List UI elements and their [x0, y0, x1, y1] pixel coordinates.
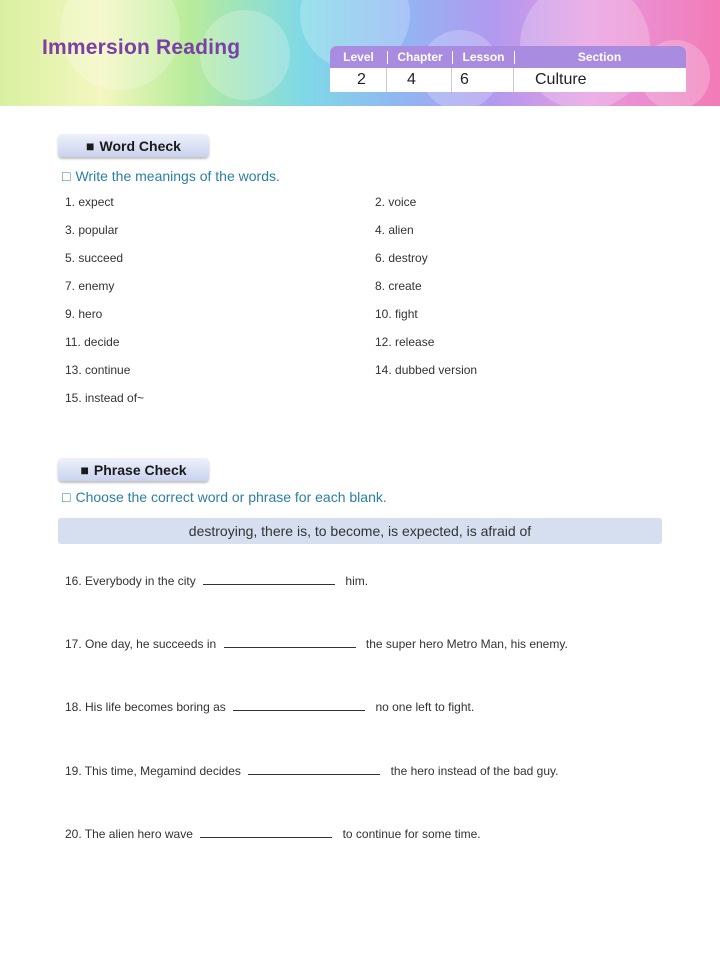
vocab-item: 9. hero — [65, 307, 103, 321]
phrase-check-title: Phrase Check — [93, 461, 187, 478]
lesson-value: 6 — [452, 68, 514, 92]
answer-blank[interactable] — [200, 827, 332, 838]
sentence-end: to continue for some time. — [342, 827, 481, 841]
level-header: Level — [343, 50, 374, 64]
phrase-check-instruction — [62, 489, 387, 505]
vocab-item: 14. dubbed version — [375, 363, 478, 377]
sentence-end: the super hero Metro Man, his enemy. — [365, 637, 568, 651]
phrase-check-heading — [58, 458, 209, 481]
word-check-title: Word Check — [99, 137, 181, 154]
word-check-instruction-text: Write the meanings of the words. — [75, 168, 280, 184]
chapter-value: 4 — [387, 68, 452, 92]
sentence-start: 19. This time, Megamind decides — [65, 764, 241, 778]
section-value: Culture — [535, 71, 587, 88]
fill-blank-sentence — [65, 827, 481, 841]
fill-blank-sentence — [65, 700, 474, 714]
section-header: Section — [577, 50, 622, 64]
vocab-item: 6. destroy — [375, 251, 428, 265]
vocab-item: 8. create — [375, 279, 422, 293]
vocab-item: 13. continue — [65, 363, 131, 377]
sentence-end: the hero instead of the bad guy. — [390, 764, 559, 778]
sentence-end: him. — [345, 574, 369, 588]
fill-blank-sentence — [65, 637, 568, 651]
vocab-item: 11. decide — [65, 335, 120, 349]
fill-blank-sentence — [65, 574, 368, 588]
vocab-item: 5. succeed — [65, 251, 124, 265]
vocab-item: 1. expect — [65, 195, 114, 209]
checkbox-icon: □ — [62, 168, 71, 184]
vocab-item: 15. instead of~ — [65, 391, 145, 405]
level-value: 2 — [330, 68, 387, 92]
answer-blank[interactable] — [233, 700, 365, 711]
checkbox-icon: □ — [62, 489, 71, 505]
vocab-item: 4. alien — [375, 223, 414, 237]
brand-title: Immersion Reading — [42, 36, 241, 59]
chapter-header: Chapter — [397, 50, 443, 64]
lesson-info-header — [330, 46, 686, 68]
vocab-item: 10. fight — [375, 307, 418, 321]
vocab-item: 12. release — [375, 335, 435, 349]
answer-blank[interactable] — [248, 764, 380, 775]
sentence-start: 18. His life becomes boring as — [65, 700, 226, 714]
vocab-item: 2. voice — [375, 195, 417, 209]
fill-blank-sentence — [65, 764, 558, 778]
lesson-header: Lesson — [462, 50, 505, 64]
word-check-instruction — [62, 168, 280, 184]
vocab-item: 3. popular — [65, 223, 119, 237]
phrase-check-instruction-text: Choose the correct word or phrase for each blank. — [75, 489, 387, 505]
word-bank — [58, 518, 662, 544]
square-bullet-icon: ■ — [80, 461, 89, 478]
sentence-start: 17. One day, he succeeds in — [65, 637, 217, 651]
word-bank-text: destroying, there is, to become, is expected, is afraid of — [188, 523, 532, 539]
lesson-info-values — [330, 68, 686, 92]
sentence-start: 16. Everybody in the city — [65, 574, 196, 588]
answer-blank[interactable] — [224, 637, 356, 648]
sentence-start: 20. The alien hero wave — [65, 827, 193, 841]
answer-blank[interactable] — [203, 574, 335, 585]
sentence-end: no one left to fight. — [375, 700, 475, 714]
vocab-item: 7. enemy — [65, 279, 115, 293]
word-check-heading — [58, 134, 209, 157]
header-banner — [0, 0, 720, 106]
lesson-info-table — [330, 46, 686, 92]
square-bullet-icon: ■ — [86, 137, 95, 154]
